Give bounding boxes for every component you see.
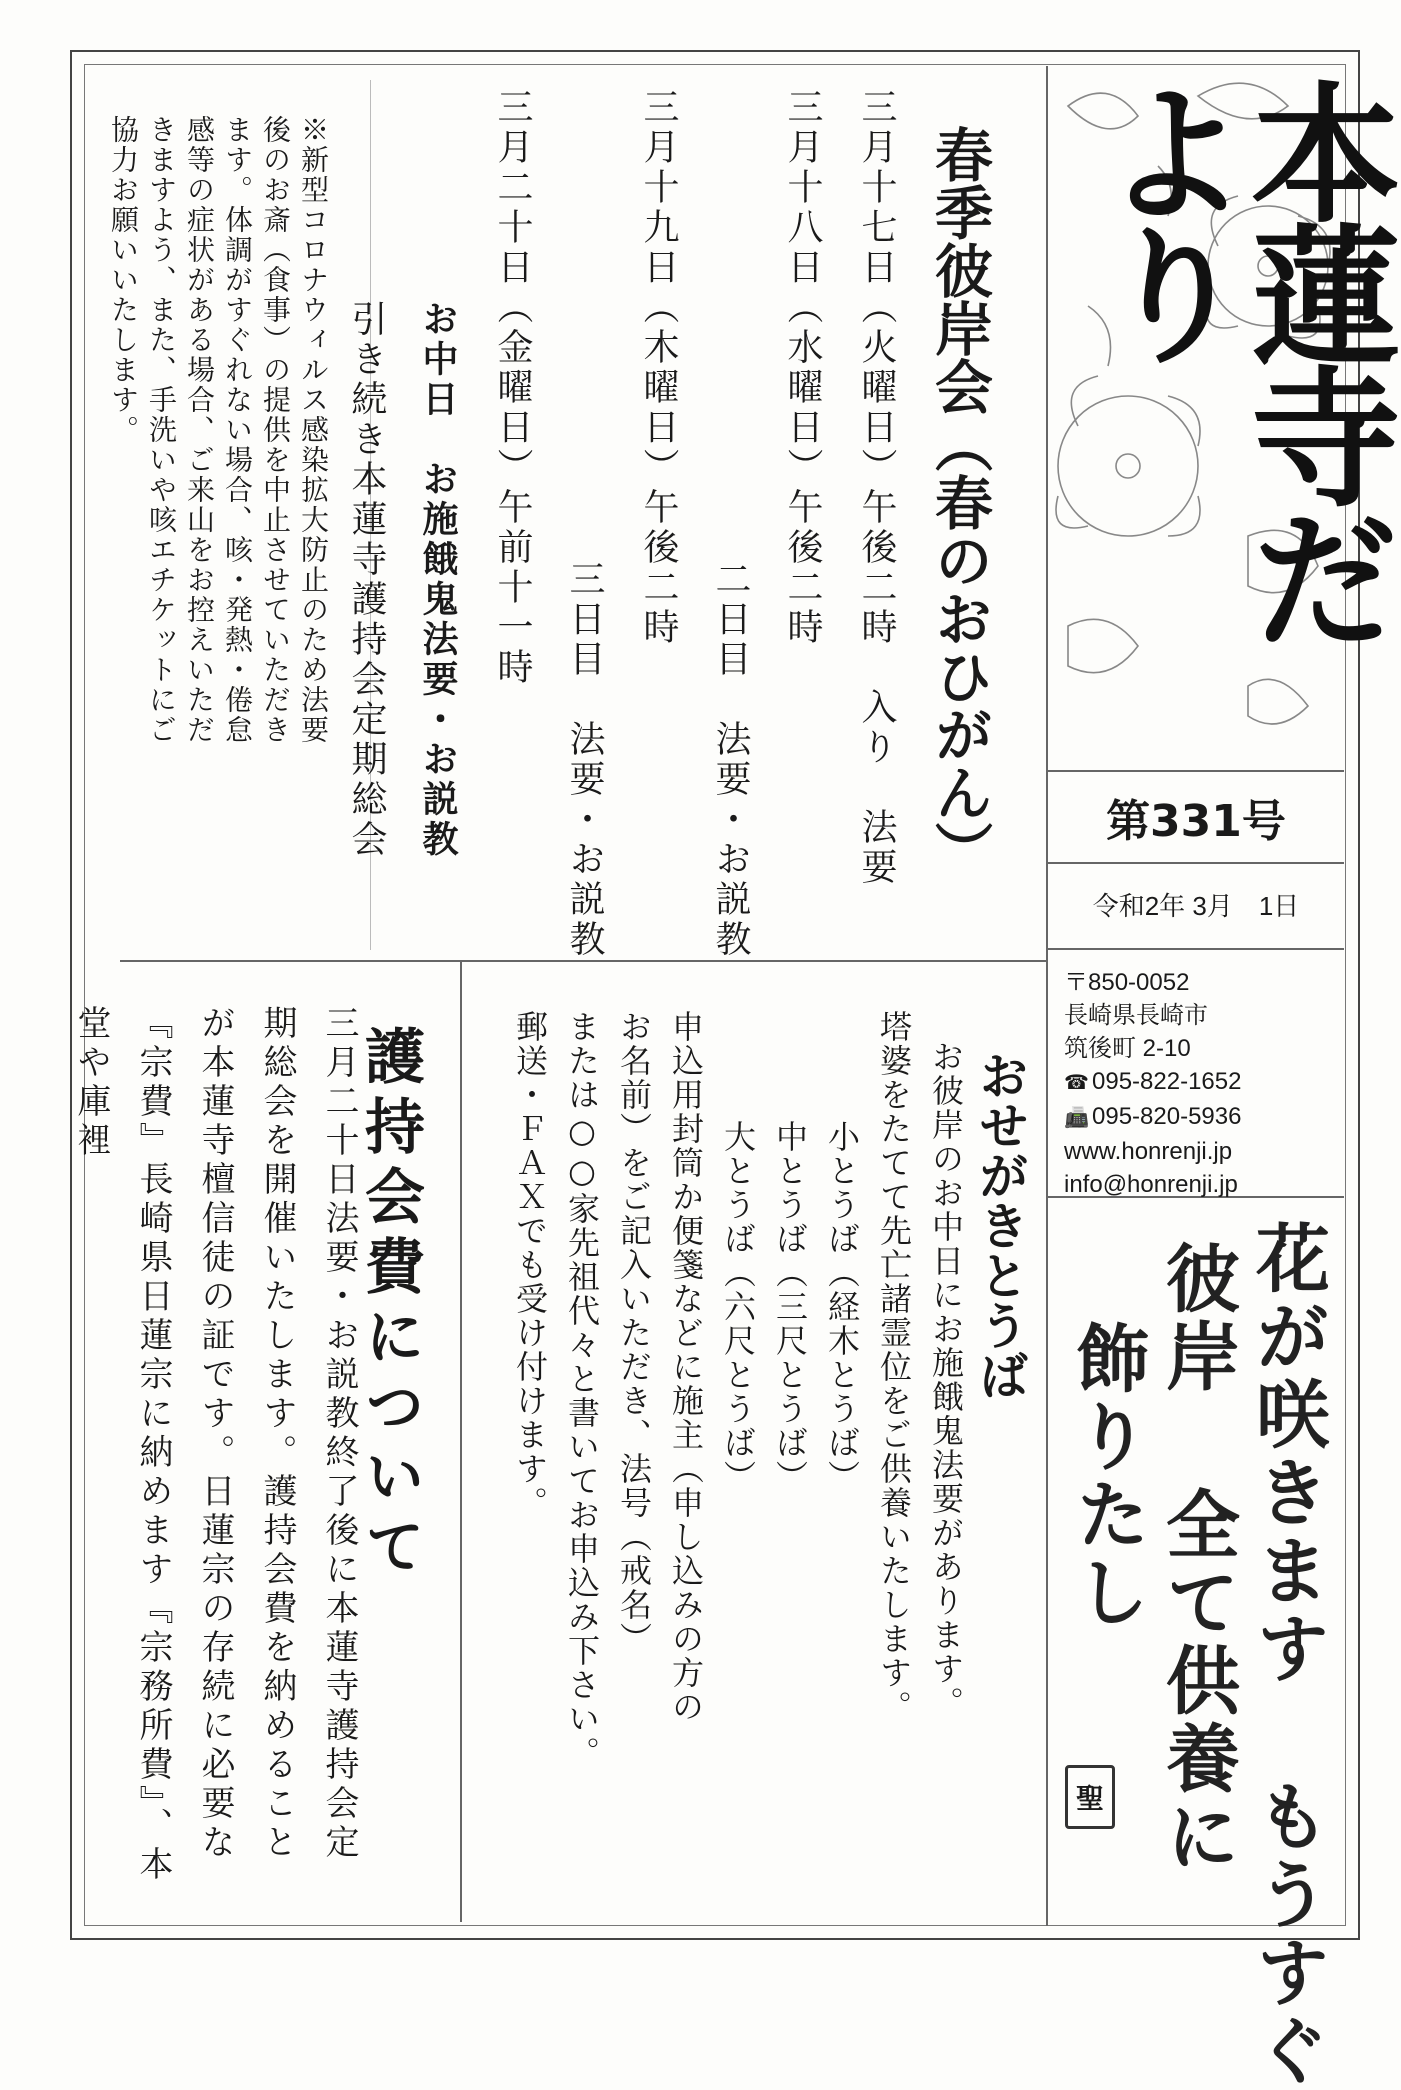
fax-icon: 📠 [1064,1107,1089,1129]
masthead [1048,66,1401,766]
osegaki-para-4: お名前）をご記入いただき、法号（戒名） [615,1010,653,1656]
seal-stamp: 聖 [1065,1765,1115,1829]
phone-number: 095-822-1652 [1092,1068,1242,1095]
osegaki-para-6: 郵送・ＦＡＸでも受け付けます。 [511,1010,549,1520]
gojikai-body: 三月二十日法要・お説教終了後に本蓮寺護持会定期総会を開催いたします。護持会費を納めることが本蓮寺檀信徒の証です。日蓮宗の存続に必要な『宗費』長崎県日蓮宗に納めます『宗務所費』、本堂や庫裡 [71,1005,359,1885]
poem-line-3: 飾りたし [1064,1320,1150,1632]
osegaki-para-5: または○○家先祖代々と書いてお申込み下さい。 [563,1010,601,1770]
fax-number: 095-820-5936 [1092,1103,1242,1130]
schedule-day3: 三月十九日（木曜日）午後二時 [638,88,679,648]
osegaki-para-2: 塔婆をたてて先亡諸霊位をご供養いたします。 [875,1010,913,1724]
phone-icon: ☎ [1064,1072,1089,1094]
toba-size-small: 小とうば（経木とうば） [823,1120,861,1494]
schedule-day1: 三月十七日（火曜日）午後二時 入り 法要 [856,88,897,888]
masthead-title: 本蓮寺だより [1075,76,1401,644]
schedule-day3-detail: 三日目 法要・お説教 [564,560,605,960]
divider-vertical [460,962,462,1922]
schedule-day2-detail: 二日目 法要・お説教 [710,560,751,960]
address-line-2: 筑後町 2-10 [1064,1035,1191,1062]
schedule-day4-detail: お中日 お施餓鬼法要・お説教 [417,300,459,860]
gojikai-title: 護持会費について [355,1025,425,1585]
website-link[interactable]: www.honrenji.jp [1064,1138,1233,1165]
osegaki-para-3: 申込用封筒か便箋などに施主（申し込みの方の [667,1010,705,1724]
toba-size-large: 大とうば（六尺とうば） [719,1120,757,1494]
schedule-general-meeting: 引き続き本蓮寺護持会定期総会 [346,300,387,860]
postal-code: 〒850-0052 [1064,969,1190,996]
contact-block [1048,948,1344,1198]
schedule-day4: 三月二十日（金曜日）午前十一時 [492,88,533,688]
issue-date: 令和2年 3月 1日 [1092,890,1300,921]
spring-higan-title: 春季彼岸会（春のおひがん） [925,125,993,879]
issue-number: 第331号 [1048,770,1344,864]
address-line-1: 長崎県長崎市 [1064,1002,1208,1029]
toba-size-medium: 中とうば（三尺とうば） [771,1120,809,1494]
divider-horizontal [120,960,1046,962]
email-link[interactable]: info@honrenji.jp [1064,1171,1238,1198]
poem-line-1: 花が咲きます もうすぐ [1244,1220,1330,2090]
covid-notice: ※新型コロナウィルス感染拡大防止のため法要後のお斎（食事）の提供を中止させていただきます。体調がすぐれない場合、咳・発熱・倦怠感等の症状がある場合、ご来山をお控えいただきますよう、また、手洗いや咳エチケットにご協力お願いいたします。 [107,115,330,745]
poem-line-2: 彼岸 全て供養に [1154,1240,1240,1876]
osegaki-para-1: お彼岸のお中日にお施餓鬼法要があります。 [927,1040,965,1720]
schedule-day2: 三月十八日（水曜日）午後二時 [782,88,823,648]
osegaki-title: おせがきとうば [971,1050,1030,1400]
